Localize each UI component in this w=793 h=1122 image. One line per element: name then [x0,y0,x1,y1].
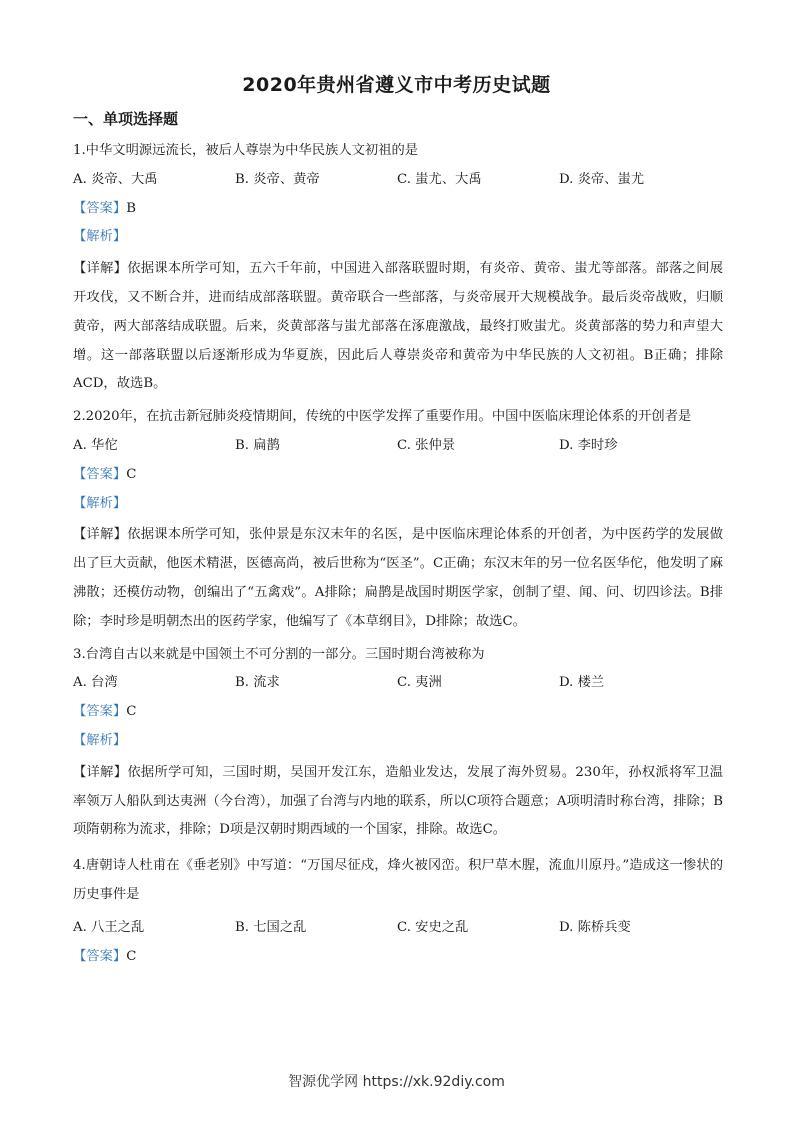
detail-label: 【详解】 [73,261,128,277]
option-d: D. 炎帝、蚩尤 [559,171,645,187]
answer-label: 【答案】 [73,948,127,964]
question-stem: 2.2020年，在抗击新冠肺炎疫情期间，传统的中医学发挥了重要作用。中国中医临床理论体系的开创者是 [73,409,692,425]
question-stem: 3.台湾自古以来就是中国领土不可分割的一部分。三国时期台湾被称为 [73,646,485,662]
option-d: D. 陈桥兵变 [559,919,631,935]
answer-value: C [126,466,137,482]
detail-paragraph [73,255,723,399]
detail-paragraph [73,759,723,845]
option-c: C. 夷洲 [397,675,442,691]
answer-line [73,198,723,219]
option-b: B. 流求 [235,675,280,691]
question-options [73,435,723,456]
question-options [73,917,723,938]
analysis-line [73,730,723,751]
section-heading: 一、单项选择题 [73,110,179,128]
analysis-label: 【解析】 [73,732,127,748]
option-b: B. 七国之乱 [235,919,307,935]
question-options [73,169,723,190]
option-d: D. 李时珍 [559,437,618,453]
page-title: 2020年贵州省遵义市中考历史试题 [242,74,551,96]
analysis-label: 【解析】 [73,229,127,245]
option-b: B. 炎帝、黄帝 [235,171,320,187]
analysis-line [73,493,723,514]
option-b: B. 扁鹊 [235,437,280,453]
detail-text: 依据所学可知，三国时期，吴国开发江东，造船业发达，发展了海外贸易。230年，孙权派将军卫温率领万人船队到达夷洲（今台湾），加强了台湾与内地的联系，所以C项符合题意；A项明清时称台湾，排除；B项隋朝称为流求，排除；D项是汉朝时期西域的一个国家，排除。故选C。 [73,764,724,838]
option-d: D. 楼兰 [559,675,605,691]
option-a: A. 八王之乱 [73,919,145,935]
question-options [73,672,723,693]
detail-paragraph [73,521,723,636]
detail-label: 【详解】 [73,527,128,543]
questions-content [73,140,723,974]
question-stem: 1.中华文明源远流长，被后人尊崇为中华民族人文初祖的是 [73,143,419,158]
answer-value: C [126,704,137,720]
option-c: C. 蚩尤、大禹 [397,171,482,187]
answer-label: 【答案】 [73,466,127,482]
analysis-label: 【解析】 [73,495,127,511]
answer-line [73,946,723,967]
detail-text: 依据课本所学可知，张仲景是东汉末年的名医，是中医临床理论体系的开创者，为中医药学的发展做出了巨大贡献，他医术精湛，医德高尚，被后世称为“医圣”。C正确；东汉末年的另一位名医华佗，他发明了麻沸散；还模仿动物，创编出了“五禽戏”。A排除；扁鹊是战国时期医学家，创制了望、闻、问、切四诊法。B排除；李时珍是明朝杰出的医药学家，他编写了《本草纲目》，D排除；故选C。 [73,527,723,629]
answer-line [73,464,723,485]
answer-line [73,701,723,722]
option-c: C. 安史之乱 [397,919,469,935]
footer-watermark: 智源优学网 https://xk.92diy.com [288,1074,505,1090]
analysis-line [73,226,723,247]
answer-label: 【答案】 [73,704,127,720]
option-a: A. 炎帝、大禹 [73,171,158,187]
question-stem: 4.唐朝诗人杜甫在《垂老别》中写道：“万国尽征戍，烽火被冈峦。积尸草木腥，流血川原丹。”造成这一惨状的历史事件是 [73,858,723,902]
option-a: A. 台湾 [73,675,118,691]
option-c: C. 张仲景 [397,437,456,453]
option-a: A. 华佗 [73,437,118,453]
answer-value: C [126,948,137,964]
answer-label: 【答案】 [73,200,127,216]
answer-value: B [126,200,136,216]
detail-text: 依据课本所学可知，五六千年前，中国进入部落联盟时期，有炎帝、黄帝、蚩尤等部落。部落之间展开攻伐，又不断合并，进而结成部落联盟。黄帝联合一些部落，与炎帝展开大规模战争。最后炎帝战败，归顺黄帝，两大部落结成联盟。后来，炎黄部落与蚩尤部落在涿鹿激战，最终打败蚩尤。炎黄部落的势力和声望大增。这一部落联盟以后逐渐形成为华夏族，因此后人尊崇炎帝和黄帝为中华民族的人文初祖。B正确；排除ACD，故选B。 [73,261,723,392]
detail-label: 【详解】 [73,764,128,780]
